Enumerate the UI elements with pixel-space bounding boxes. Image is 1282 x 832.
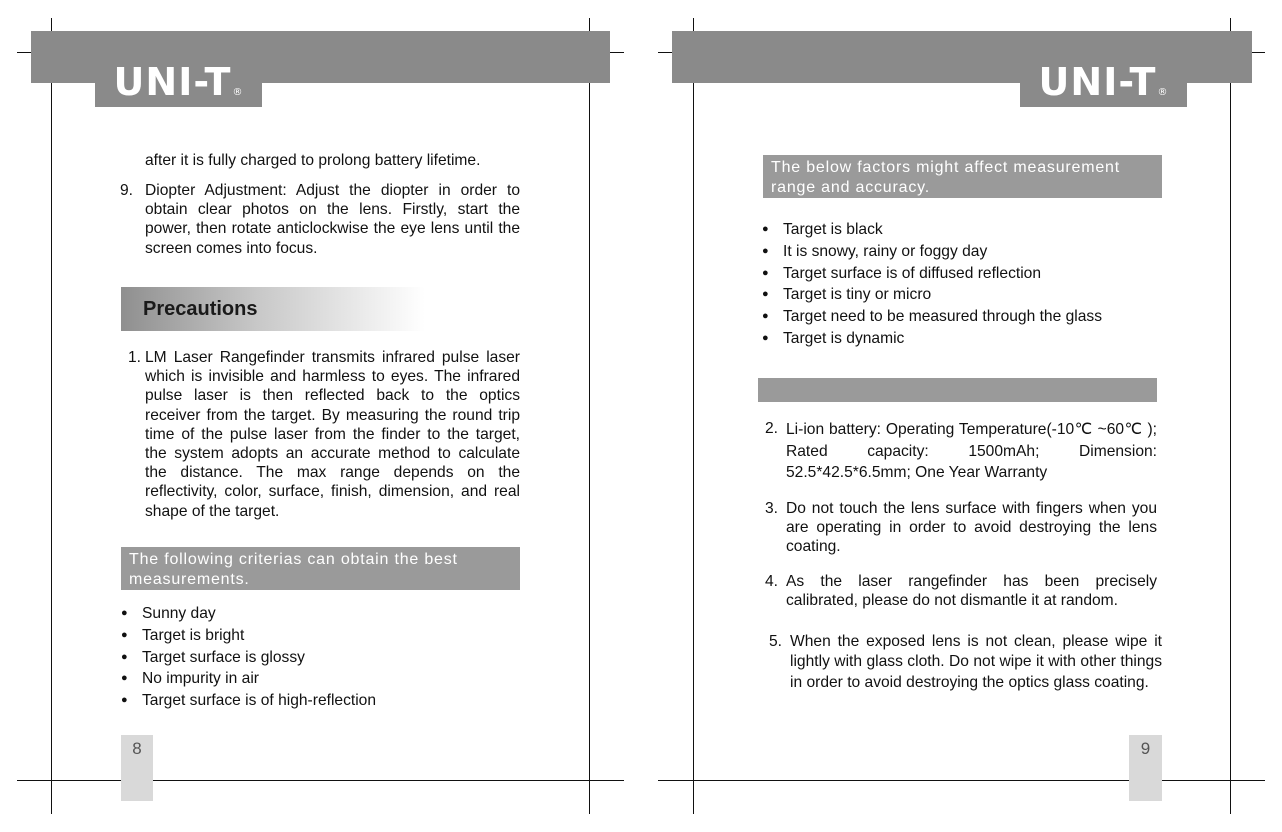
brand-logo: [95, 57, 262, 107]
bullet-list: [121, 603, 521, 712]
logo-text: UNI-T: [1038, 60, 1157, 104]
reg-mark: ®: [1157, 87, 1169, 98]
list-item: ● Target is dynamic: [762, 328, 1162, 350]
item-1-text: LM Laser Rangefinder transmits infrared pulse laser which is invisible and harmless to eyes. The infrared pulse laser is then reflected back to the optics receiver from the target. By measuring the round trip time of the pulse laser from the finder to the target, the system adopts an accurate method to calculate the distance. The max range depends on the reflectivity, color, surface, finish, dimension, and real shape of the target.: [145, 349, 520, 520]
bullet-list: [762, 219, 1162, 350]
section-heading: [121, 287, 425, 331]
item-4-text: As the laser rangefinder has been precisely calibrated, please do not dismantle it at random.: [786, 573, 1157, 610]
item-number: 9.: [120, 182, 134, 199]
list-item: ● Target is bright: [121, 625, 521, 647]
crop-mark: [693, 18, 694, 814]
callout-text: The following criterias can obtain the best measurements.: [129, 551, 458, 588]
list-item: ● Target is black: [762, 219, 1162, 241]
item-number: 2.: [765, 420, 779, 437]
list-item: ● Target surface is of diffused reflection: [762, 263, 1162, 285]
crop-mark: [1230, 18, 1231, 814]
item-2-text: Li-ion battery: Operating Temperature(-10℃ ~60℃ ); Rated capacity: 1500mAh; Dimension: 52.5*42.5*6.5mm; One Year Warranty: [786, 421, 1157, 481]
crop-mark: [658, 780, 1265, 781]
item-number: 4.: [765, 573, 779, 590]
crop-mark: [17, 780, 624, 781]
item-9-text: Diopter Adjustment: Adjust the diopter in order to obtain clear photos on the lens. Firstly, start the power, then rotate anticlockwise the eye lens until the screen comes into focus.: [145, 182, 520, 257]
callout-box: [763, 155, 1162, 198]
item-number: 1.: [128, 349, 142, 366]
list-item: ● No impurity in air: [121, 668, 521, 690]
crop-mark: [589, 18, 590, 814]
item-3-text: Do not touch the lens surface with fingers when you are operating in order to avoid destroying the lens coating.: [786, 500, 1157, 556]
logo-text: UNI-T: [113, 60, 232, 104]
crop-mark: [51, 18, 52, 814]
page-number: 9: [1129, 735, 1162, 801]
list-item: ● Target surface is of high-reflection: [121, 690, 521, 712]
list-item: ● Target need to be measured through the glass: [762, 306, 1162, 328]
section-title: Precautions: [143, 298, 258, 320]
item-5-text: When the exposed lens is not clean, please wipe it lightly with glass cloth. Do not wipe it with other things in order to avoid destroying the optics glass coating.: [790, 633, 1162, 691]
continued-text: after it is fully charged to prolong battery lifetime.: [145, 152, 481, 169]
callout-text: The below factors might affect measurement range and accuracy.: [771, 159, 1121, 196]
item-number: 3.: [765, 500, 779, 517]
section-divider-bar: [758, 378, 1157, 402]
list-item: ● Target surface is glossy: [121, 647, 521, 669]
list-item: ● Sunny day: [121, 603, 521, 625]
reg-mark: ®: [232, 87, 244, 98]
callout-box: [121, 547, 520, 590]
page-number: 8: [121, 735, 153, 801]
brand-logo: [1020, 57, 1187, 107]
list-item: ● Target is tiny or micro: [762, 284, 1162, 306]
list-item: ● It is snowy, rainy or foggy day: [762, 241, 1162, 263]
item-number: 5.: [769, 633, 783, 650]
